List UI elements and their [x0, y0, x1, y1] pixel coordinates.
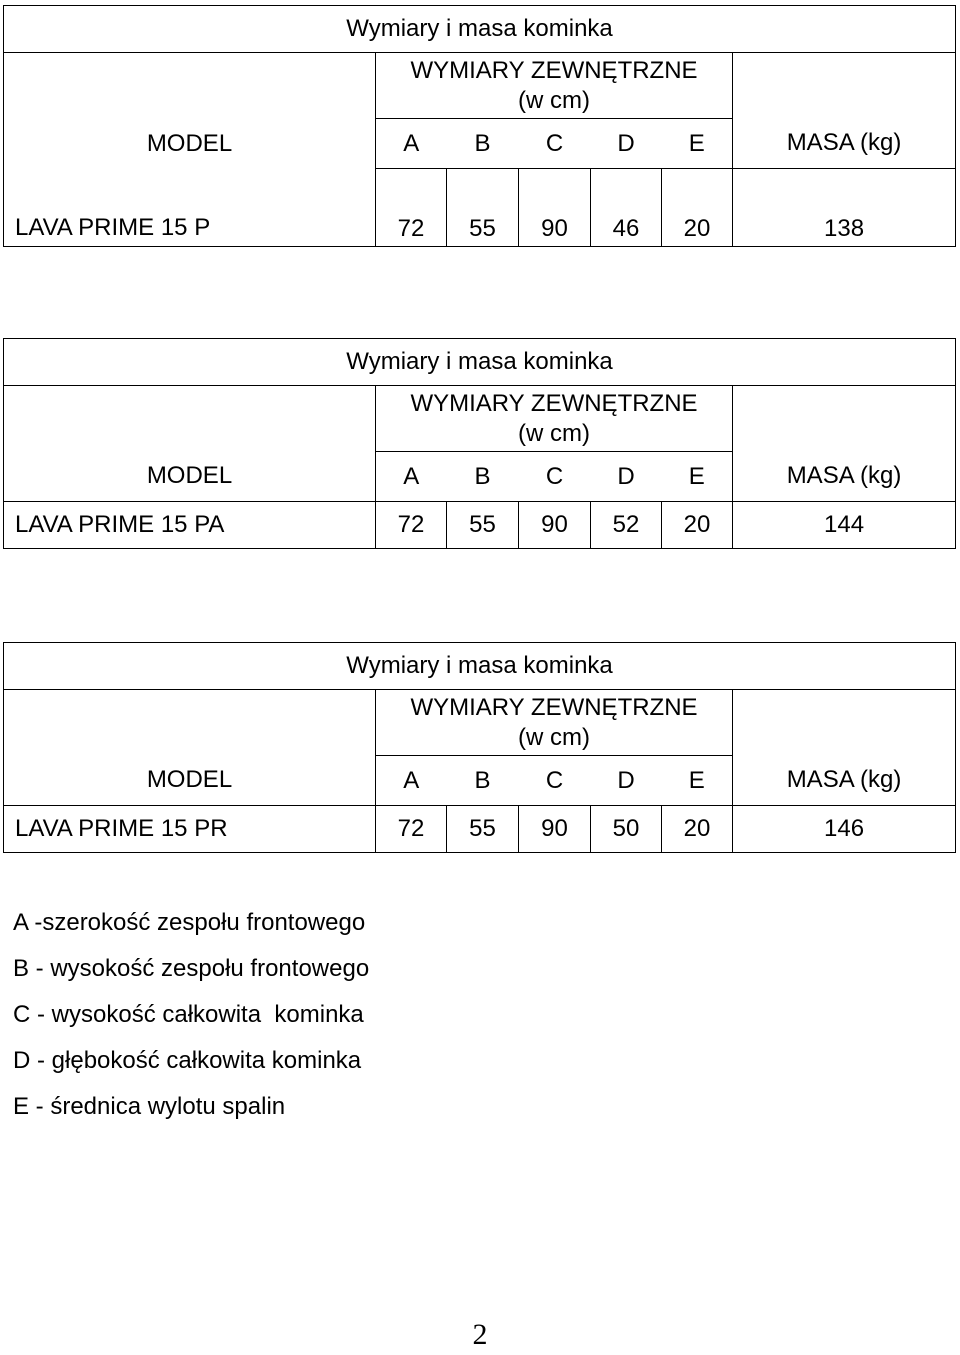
model-cell: LAVA PRIME 15 PR — [4, 806, 376, 853]
column-header-c: C — [519, 756, 591, 806]
legend-item-a: A -szerokość zespołu frontowego — [13, 909, 366, 936]
value-mass: 138 — [733, 169, 956, 247]
table-title: Wymiary i masa kominka — [4, 339, 956, 386]
group-header: WYMIARY ZEWNĘTRZNE (w cm) — [376, 53, 733, 119]
table-title: Wymiary i masa kominka — [4, 643, 956, 690]
column-header-c: C — [519, 452, 591, 502]
value-b: 55 — [447, 502, 519, 549]
column-header-a: A — [376, 119, 447, 169]
group-header: WYMIARY ZEWNĘTRZNE (w cm) — [376, 690, 733, 756]
dimension-legend — [13, 900, 369, 1130]
value-a: 72 — [376, 169, 447, 247]
legend-item-d: D - głębokość całkowita kominka — [13, 1047, 362, 1074]
page-number: 2 — [472, 1318, 488, 1351]
column-header-mass: MASA (kg) — [733, 452, 956, 502]
legend-item-c: C - wysokość całkowita kominka — [13, 1001, 364, 1028]
value-mass: 144 — [733, 502, 956, 549]
legend-item-e: E - średnica wylotu spalin — [13, 1093, 286, 1120]
legend-item-b: B - wysokość zespołu frontowego — [13, 955, 370, 982]
column-header-b: B — [447, 119, 519, 169]
column-header-mass: MASA (kg) — [733, 119, 956, 169]
column-header-e: E — [662, 452, 733, 502]
table-title: Wymiary i masa kominka — [4, 6, 956, 53]
column-header-a: A — [376, 452, 447, 502]
model-cell: LAVA PRIME 15 PA — [4, 502, 376, 549]
column-header-d: D — [591, 756, 662, 806]
column-header-b: B — [447, 756, 519, 806]
value-c: 90 — [519, 806, 591, 853]
value-e: 20 — [662, 169, 733, 247]
table-row — [4, 502, 956, 549]
column-header-d: D — [591, 452, 662, 502]
value-a: 72 — [376, 806, 447, 853]
table-row — [4, 169, 956, 247]
column-header-model: MODEL — [4, 119, 376, 169]
column-header-d: D — [591, 119, 662, 169]
value-mass: 146 — [733, 806, 956, 853]
model-cell: LAVA PRIME 15 P — [4, 169, 376, 247]
table-row — [4, 806, 956, 853]
column-header-a: A — [376, 756, 447, 806]
dimensions-table-3 — [3, 642, 956, 853]
value-e: 20 — [662, 806, 733, 853]
column-header-model: MODEL — [4, 452, 376, 502]
group-header: WYMIARY ZEWNĘTRZNE (w cm) — [376, 386, 733, 452]
value-b: 55 — [447, 169, 519, 247]
column-header-b: B — [447, 452, 519, 502]
value-c: 90 — [519, 169, 591, 247]
value-e: 20 — [662, 502, 733, 549]
column-header-mass: MASA (kg) — [733, 756, 956, 806]
column-header-model: MODEL — [4, 756, 376, 806]
value-d: 50 — [591, 806, 662, 853]
value-b: 55 — [447, 806, 519, 853]
value-a: 72 — [376, 502, 447, 549]
column-header-c: C — [519, 119, 591, 169]
value-d: 52 — [591, 502, 662, 549]
value-c: 90 — [519, 502, 591, 549]
column-header-e: E — [662, 756, 733, 806]
dimensions-table-2 — [3, 338, 956, 549]
value-d: 46 — [591, 169, 662, 247]
dimensions-table-1 — [3, 5, 956, 247]
column-header-e: E — [662, 119, 733, 169]
